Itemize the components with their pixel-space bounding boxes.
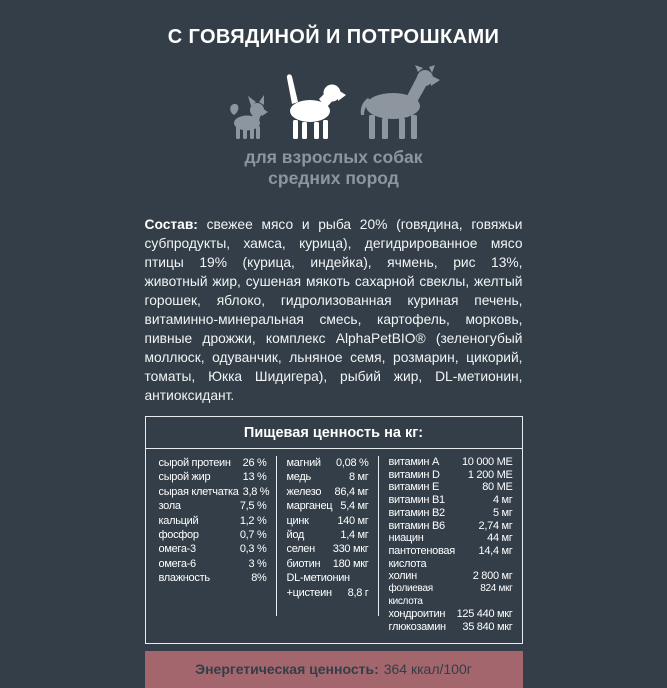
nutrient-label: кальций bbox=[158, 514, 199, 527]
nutrient-row bbox=[159, 499, 267, 513]
nutrient-row bbox=[159, 557, 267, 571]
nutrient-row bbox=[389, 507, 513, 520]
nutrient-label: омега-3 bbox=[158, 543, 196, 556]
nutrient-row bbox=[389, 570, 513, 583]
nutrient-row bbox=[159, 528, 267, 542]
target-audience-line2: средних пород bbox=[268, 168, 399, 188]
nutrient-value: 26 % bbox=[242, 457, 267, 469]
nutrient-label: витамин D bbox=[388, 468, 440, 481]
nutrient-row bbox=[158, 485, 270, 499]
nutrient-label: кислота bbox=[388, 595, 423, 607]
nutrition-column-minerals bbox=[276, 456, 378, 634]
nutrition-table-title: Пищевая ценность на кг: bbox=[146, 417, 522, 449]
nutrition-table bbox=[145, 416, 523, 644]
energy-value: 364 ккал/100г bbox=[383, 661, 472, 678]
nutrient-value: 140 мг bbox=[337, 514, 369, 527]
nutrient-row bbox=[389, 545, 513, 558]
large-breed-dog-icon bbox=[356, 65, 440, 139]
nutrient-value: 86,4 мг bbox=[334, 485, 369, 498]
nutrient-row bbox=[389, 558, 513, 571]
target-audience bbox=[145, 147, 523, 189]
nutrient-label: зола bbox=[158, 500, 181, 513]
nutrient-row bbox=[287, 499, 369, 513]
nutrient-label: глюкозамин bbox=[388, 621, 446, 634]
nutrient-value: 14,4 мг bbox=[478, 544, 513, 557]
nutrient-row bbox=[159, 542, 267, 556]
nutrient-label: фосфор bbox=[158, 529, 199, 542]
product-title: С ГОВЯДИНОЙ И ПОТРОШКАМИ bbox=[167, 26, 500, 48]
nutrient-label: кислота bbox=[388, 557, 427, 570]
nutrient-value: 3 % bbox=[248, 557, 267, 570]
nutrient-label: железо bbox=[286, 485, 322, 498]
nutrient-row bbox=[389, 596, 513, 609]
nutrient-label: сырой протеин bbox=[158, 457, 231, 469]
dog-size-indicator bbox=[145, 65, 523, 139]
nutrient-label: витамин B2 bbox=[388, 506, 445, 519]
nutrient-label: +цистеин bbox=[286, 586, 332, 599]
energy-value-bar bbox=[145, 651, 523, 688]
nutrient-label: сырая клетчатка bbox=[158, 485, 239, 498]
nutrient-label: пантотеновая bbox=[388, 544, 455, 557]
medium-breed-dog-icon bbox=[278, 73, 346, 139]
nutrient-label: витамин E bbox=[388, 481, 439, 494]
nutrient-row bbox=[159, 571, 267, 585]
nutrient-row bbox=[389, 532, 513, 545]
nutrient-value: 7,5 % bbox=[239, 500, 267, 513]
nutrient-value: 330 мкг bbox=[332, 543, 369, 556]
nutrient-row bbox=[389, 481, 513, 494]
nutrition-column-vitamins bbox=[378, 456, 522, 634]
nutrient-value: 125 440 мкг bbox=[456, 608, 513, 621]
nutrient-value: 0,08 % bbox=[336, 457, 369, 469]
nutrient-label: биотин bbox=[286, 557, 321, 570]
nutrient-value: 1 200 МЕ bbox=[467, 468, 513, 481]
nutrient-value: 44 мг bbox=[487, 532, 513, 545]
nutrient-row bbox=[389, 621, 513, 634]
target-audience-line1: для взрослых собак bbox=[244, 147, 423, 167]
nutrient-value: 1,4 мг bbox=[340, 529, 369, 542]
nutrient-row bbox=[159, 456, 267, 470]
nutrient-label: магний bbox=[286, 457, 321, 469]
nutrient-row bbox=[389, 583, 513, 596]
nutrient-label: марганец bbox=[286, 500, 333, 513]
column-divider bbox=[276, 456, 277, 616]
column-divider bbox=[378, 456, 379, 616]
nutrient-value: 180 мкг bbox=[332, 557, 369, 570]
nutrient-label: хондроитин bbox=[388, 608, 446, 621]
nutrient-row bbox=[389, 456, 513, 469]
nutrient-row bbox=[287, 571, 369, 585]
nutrient-row bbox=[287, 485, 369, 499]
small-breed-dog-icon bbox=[228, 95, 268, 139]
nutrient-value: 824 мкг bbox=[480, 583, 513, 595]
nutrient-label: витамин B1 bbox=[388, 494, 445, 507]
nutrient-value: 8,8 г bbox=[347, 586, 369, 599]
composition-label: Состав: bbox=[144, 217, 198, 232]
nutrient-label: йод bbox=[286, 529, 305, 542]
nutrient-value: 80 МЕ bbox=[482, 481, 513, 494]
composition-paragraph bbox=[145, 215, 523, 405]
energy-label: Энергетическая ценность: bbox=[195, 661, 379, 678]
nutrient-value: 10 000 МЕ bbox=[461, 456, 513, 468]
nutrient-value: 1,2 % bbox=[239, 514, 267, 527]
nutrient-label: селен bbox=[286, 543, 315, 556]
nutrient-row bbox=[159, 470, 267, 484]
nutrient-value: 35 840 мкг bbox=[462, 621, 513, 634]
nutrient-row bbox=[389, 469, 513, 482]
nutrient-label: холин bbox=[388, 570, 417, 583]
nutrient-row bbox=[287, 542, 369, 556]
nutrient-row bbox=[389, 520, 513, 533]
nutrient-value: 3,8 % bbox=[242, 485, 270, 498]
nutrient-label: цинк bbox=[286, 514, 309, 527]
nutrient-row bbox=[287, 528, 369, 542]
nutrient-label: фолиевая bbox=[388, 583, 433, 595]
nutrient-label: омега-6 bbox=[158, 557, 196, 570]
nutrient-row bbox=[287, 514, 369, 528]
nutrient-value: 5 мг bbox=[492, 506, 513, 519]
nutrient-value: 2 800 мг bbox=[472, 570, 513, 583]
nutrient-value: 13 % bbox=[242, 471, 267, 484]
nutrient-value: 2,74 мг bbox=[478, 519, 513, 532]
nutrient-label: витамин B6 bbox=[388, 519, 445, 532]
nutrient-label: DL-метионин bbox=[286, 572, 350, 585]
nutrient-label: медь bbox=[286, 471, 311, 484]
nutrient-row bbox=[389, 608, 513, 621]
nutrient-value: 8% bbox=[251, 572, 267, 585]
nutrition-column-analysis bbox=[146, 456, 276, 634]
composition-text: свежее мясо и рыба 20% (говядина, говяжьи субпродукты, хамса, курица), дегидрированное мясо птицы 19% (курица, индейка), ячмень, рис 13%, животный жир, сушеная мякоть сахарной свеклы, желтый горошек, яблоко, гидролизованная куриная печень, витаминно-минеральная смесь, картофель, морковь, пивные дрожжи, комплекс AlphaPetBIO® (зеленогубый моллюск, одуванчик, льняное семя, розмарин, цикорий, томаты, Юкка Шидигера), рыбий жир, DL-метионин, антиоксидант. bbox=[144, 217, 523, 403]
nutrient-label: сырой жир bbox=[158, 471, 211, 484]
nutrient-value: 5,4 мг bbox=[340, 500, 369, 513]
nutrient-value: 4 мг bbox=[492, 494, 513, 507]
nutrient-label: витамин A bbox=[388, 456, 439, 468]
nutrient-label: влажность bbox=[158, 572, 210, 585]
nutrient-label: ниацин bbox=[388, 532, 424, 545]
nutrient-value: 0,7 % bbox=[239, 529, 267, 542]
nutrient-row bbox=[287, 557, 369, 571]
nutrient-value: 0,3 % bbox=[239, 543, 267, 556]
nutrient-row bbox=[287, 586, 369, 600]
nutrient-row bbox=[389, 494, 513, 507]
nutrient-value: 8 мг bbox=[348, 471, 369, 484]
nutrient-row bbox=[287, 470, 369, 484]
nutrient-row bbox=[159, 514, 267, 528]
nutrition-table-body bbox=[146, 449, 522, 643]
nutrient-row bbox=[287, 456, 369, 470]
